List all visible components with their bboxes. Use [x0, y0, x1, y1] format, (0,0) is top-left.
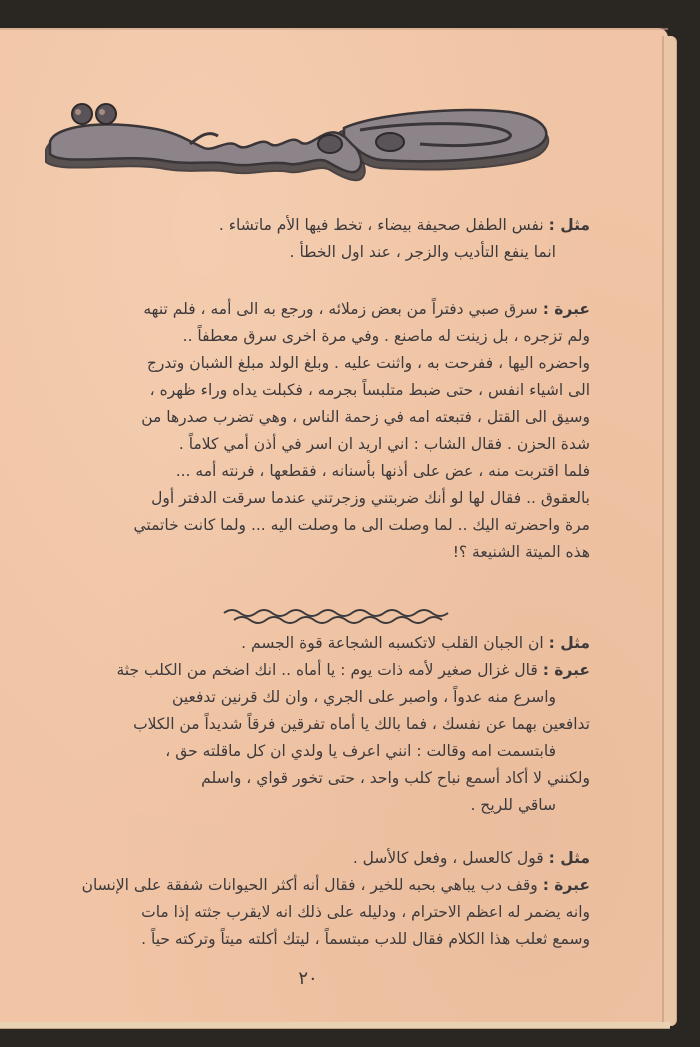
page-bottom-edge [0, 1022, 670, 1029]
lesson-text-line: فلما اقتربت منه ، عض على أذنها بأسنانه ، فقطعها ، فرنته أمه ... [175, 462, 590, 480]
lesson-section-1 [20, 296, 590, 566]
lesson-label: عبرة : [542, 876, 590, 894]
lesson-text-line: وسمع ثعلب هذا الكلام فقال للدب مبتسماً ، ليتك أكلته ميتاً وتركته حياً . [141, 930, 590, 948]
lesson-text-line: واحضره اليها ، ففرحت به ، واثنت عليه . وبلغ الولد مبلغ الشبان وتدرج [146, 354, 590, 372]
lesson-text-line: ولم تزجره ، بل زينت له ماصنع . وفي مرة اخرى سرق معطفاً .. [182, 327, 590, 345]
proverb-lesson-section-2 [20, 630, 590, 819]
proverb-line [20, 630, 590, 657]
proverb-label: مثل : [548, 634, 590, 652]
page-number: ٢٠ [298, 968, 318, 989]
lesson-text-line: مرة واحضرته اليك .. لما وصلت الى ما وصلت اليه ... ولما كانت خاتمتي [133, 516, 590, 534]
proverb-label: مثل : [548, 849, 590, 867]
calligraphy-header-icon [40, 92, 560, 202]
page-side-edge [662, 36, 677, 1026]
lesson-text-line: ولكنني لا أكاد أسمع نباح كلب واحد ، حتى تخور قواي ، واسلم [201, 769, 590, 787]
proverb-text-line: انما ينفع التأديب والزجر ، عند اول الخطأ . [289, 243, 556, 261]
proverb-section-1 [20, 212, 590, 266]
lesson-text-line: تدافعين بهما عن نفسك ، فما بالك يا أماه تفرقين فرقاً شديداً من الكلاب [133, 715, 590, 733]
lesson-text-line: واسرع منه عدواً ، واصبر على الجري ، وان لك قرنين تدفعين [172, 688, 556, 706]
lesson-text-line: شدة الحزن . فقال الشاب : اني اريد ان اسر في أذن أمي كلاماً . [178, 435, 590, 453]
lesson-text: وقف دب يباهي بحبه للخير ، فقال أنه أكثر الحيوانات شفقة على الإنسان [81, 876, 538, 894]
lesson-text-line: هذه الميتة الشنيعة ؟! [452, 543, 590, 561]
lesson-line [20, 296, 590, 323]
wavy-divider-icon [220, 605, 450, 627]
lesson-text-line: بالعقوق .. فقال لها لو أنك ضربتني وزجرتني عندما سرقت الدفتر أول [151, 489, 590, 507]
lesson-label: عبرة : [542, 300, 590, 318]
lesson-line [20, 872, 590, 899]
lesson-text-line: ساقي للريح . [470, 796, 556, 814]
proverb-text: نفس الطفل صحيفة بيضاء ، تخط فيها الأم ماتشاء . [218, 216, 544, 234]
lesson-text: سرق صبي دفتراً من بعض زملائه ، ورجع به الى أمه ، فلم تنهه [143, 300, 538, 318]
proverb-line [20, 212, 590, 239]
lesson-text-line: وانه يضمر له اعظم الاحترام ، ودليله على ذلك انه لايقرب جثته إذا مات [141, 903, 590, 921]
lesson-text-line: الى اشياء انفس ، حتى ضبط متلبساً بجرمه ، فكبلت يداه وراء ظهره ، [149, 381, 590, 399]
proverb-label: مثل : [548, 216, 590, 234]
lesson-text-line: وسيق الى القتل ، فتبعته امه في زحمة الناس ، وهي تضرب صدرها من [141, 408, 590, 426]
proverb-line [20, 845, 590, 872]
lesson-label: عبرة : [542, 661, 590, 679]
lesson-text: قال غزال صغير لأمه ذات يوم : يا أماه .. انك اضخم من الكلب جثة [116, 661, 538, 679]
proverb-lesson-section-3 [20, 845, 590, 953]
proverb-text: قول كالعسل ، وفعل كالأسل . [352, 849, 544, 867]
proverb-text: ان الجبان القلب لاتكسبه الشجاعة قوة الجسم . [241, 634, 544, 652]
lesson-line [20, 657, 590, 684]
lesson-text-line: فابتسمت امه وقالت : انني اعرف يا ولدي ان كل ماقلته حق ، [165, 742, 556, 760]
page-top-edge [0, 28, 668, 30]
